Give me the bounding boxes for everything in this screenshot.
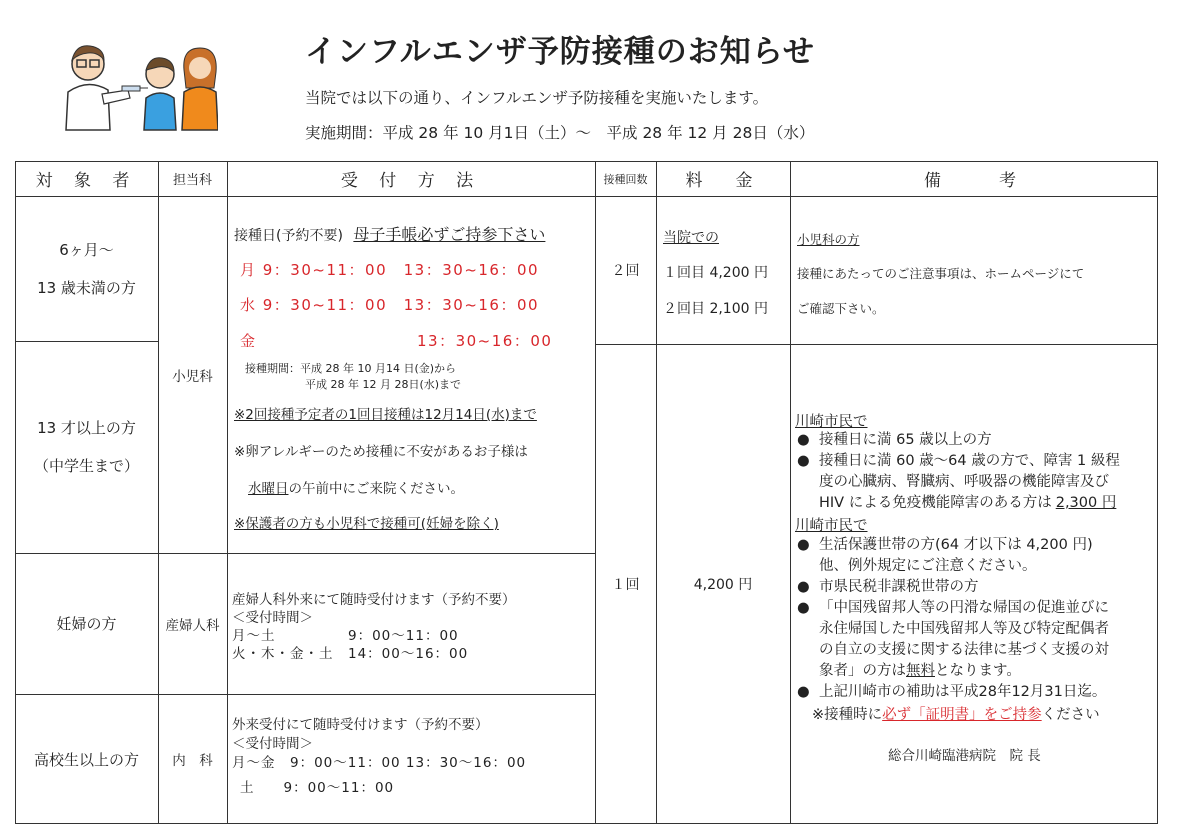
- hospital-signature: 総合川崎臨港病院 院 長: [888, 748, 1041, 764]
- target-child: 6ヶ月～ 13 歳未満の方: [37, 240, 136, 297]
- dept-internal: 内 科: [172, 753, 213, 769]
- ped-term-start: 接種期間：平成 28 年 10 月14 日(金)から: [245, 362, 457, 375]
- header-method: 受 付 方 法: [340, 171, 482, 191]
- remarks-b6: ● 上記川崎市の補助は平成28年12月31日迄。: [797, 684, 1107, 700]
- target-highschool: 高校生以上の方: [33, 750, 139, 769]
- ped-lead: 接種日(予約不要) 母子手帳必ずご持参下さい: [234, 225, 546, 244]
- ped-hours-fri-day: 金: [240, 332, 257, 350]
- header-count: 接種回数: [603, 172, 648, 186]
- dept-pediatrics: 小児科: [172, 368, 213, 385]
- remarks-child-line2: ご確認下さい。: [797, 301, 885, 316]
- count-one: １回: [611, 577, 640, 593]
- page-subtitle: 当院では以下の通り、インフルエンザ予防接種を実施いたします。: [305, 89, 769, 107]
- count-two: ２回: [611, 263, 640, 279]
- ped-hours-fri-time: 13：30~16：00: [417, 332, 553, 350]
- remarks-b4: ● 市県民税非課税世帯の方: [797, 579, 979, 595]
- remarks-b1: ● 接種日に満 65 歳以上の方: [797, 432, 992, 448]
- int-method: 外来受付にて随時受付けます（予約不要） ＜受付時間＞ 月～金 9：00～11：00 13：30～16：00 土 9：00～11：00: [232, 717, 527, 796]
- remarks-citizen-2: 川崎市民で: [795, 518, 868, 534]
- remarks-b3: ● 生活保護世帯の方(64 才以下は 4,200 円) 他、例外規定にご注意ください。: [797, 537, 1093, 574]
- ped-note-guardian: ※保護者の方も小児科で接種可(妊婦を除く): [234, 516, 499, 532]
- ped-note-egg-allergy: ※卵アレルギーのため接種に不安があるお子様は: [234, 444, 528, 460]
- page-title: インフルエンザ予防接種のお知らせ: [305, 34, 815, 70]
- implementation-period: 実施期間：平成 28 年 10 月1日（土）～ 平成 28 年 12 月 28日（水）: [305, 124, 815, 142]
- ped-hours-mon: 月 9：30~11：00 13：30~16：00: [240, 261, 540, 279]
- fee-second: ２回目 2,100 円: [663, 301, 768, 317]
- ped-note-wednesday: 水曜日の午前中にご来院ください。: [248, 481, 464, 497]
- header-fee: 料 金: [685, 171, 761, 191]
- target-pregnant: 妊婦の方: [56, 615, 117, 633]
- header-department: 担当科: [172, 173, 212, 188]
- fee-first: １回目 4,200 円: [663, 265, 768, 281]
- obs-method: 産婦人科外来にて随時受付けます（予約不要） ＜受付時間＞ 月～土 9：00～11：00 火・木・金・土 14：00～16：00: [232, 592, 516, 662]
- remarks-b5: ● 「中国残留邦人等の円滑な帰国の促進並びに 永住帰国した中国残留邦人等及び特定配偶者 の自立の支援に関する法律に基づく支援の対 象者」の方は無料となります。: [797, 600, 1109, 679]
- fee-label: 当院での: [663, 230, 719, 246]
- remarks-b2: ● 接種日に満 60 歳～64 歳の方で、障害 1 級程 度の心臓病、腎臓病、呼吸器の機能障害及び HIV による免疫機能障害のある方は 2,300 円: [797, 453, 1120, 511]
- ped-note-second-dose: ※2回接種予定者の1回目接種は12月14日(水)まで: [234, 407, 537, 423]
- target-junior: 13 才以上の方 （中学生まで）: [33, 419, 139, 475]
- header-target: 対 象 者: [35, 171, 138, 191]
- remarks-certificate-note: ※接種時に必ず「証明書」をご持参ください: [812, 707, 1100, 723]
- vaccination-illustration: [58, 42, 218, 132]
- header-remarks: 備 考: [924, 171, 1024, 191]
- ped-term-end: 平成 28 年 12 月 28日(水)まで: [305, 378, 462, 391]
- dept-obstetrics: 産婦人科: [165, 617, 220, 634]
- remarks-child-label: 小児科の方: [797, 232, 860, 247]
- remarks-child-line1: 接種にあたってのご注意事項は、ホームページにて: [797, 266, 1085, 281]
- fee-one: 4,200 円: [693, 577, 753, 593]
- ped-hours-wed: 水 9：30~11：00 13：30~16：00: [240, 296, 540, 314]
- remarks-citizen-1: 川崎市民で: [795, 414, 868, 430]
